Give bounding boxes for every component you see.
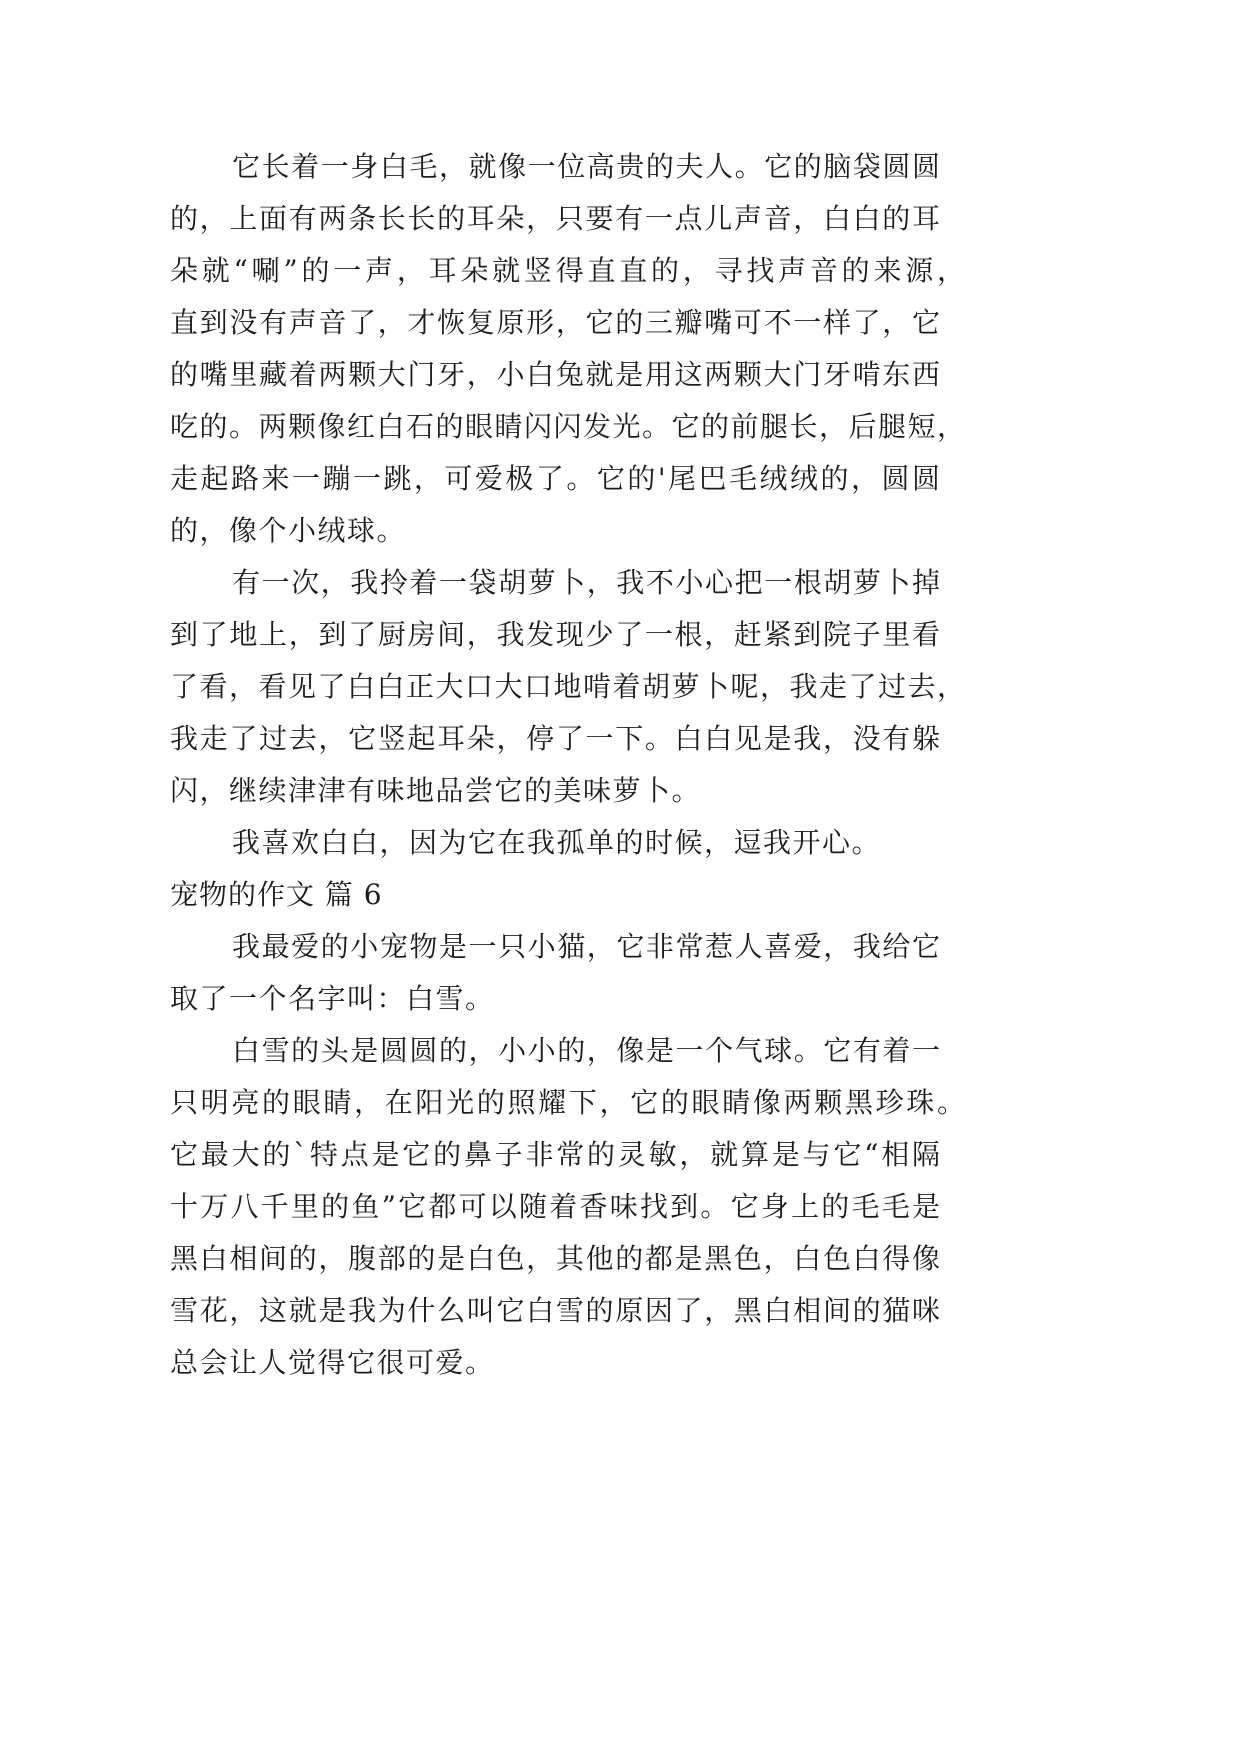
paragraph xyxy=(0,1025,1241,1389)
essay-title: 宠物的作文 篇 6 xyxy=(170,878,383,911)
paragraph-line: 十万八千里的鱼”它都可以随着香味找到。它身上的毛毛是 xyxy=(170,1190,940,1223)
paragraph-line: 吃的。两颗像红白石的眼睛闪闪发光。它的前腿长，后腿短， xyxy=(170,410,965,443)
paragraph-line: 闪，继续津津有味地品尝它的美味萝卜。 xyxy=(170,774,702,807)
paragraph-line: 它最大的`特点是它的鼻子非常的灵敏，就算是与它“相隔 xyxy=(170,1138,940,1171)
paragraph-line: 的，像个小绒球。 xyxy=(170,514,407,547)
paragraph xyxy=(0,817,1241,869)
paragraph-line: 取了一个名字叫：白雪。 xyxy=(170,982,495,1015)
paragraph-line: 雪花，这就是我为什么叫它白雪的原因了，黑白相间的猫咪 xyxy=(170,1294,940,1327)
paragraph-line: 我喜欢白白，因为它在我孤单的时候，逗我开心。 xyxy=(232,826,882,859)
paragraph-line: 朵就“唰”的一声，耳朵就竖得直直的，寻找声音的来源， xyxy=(170,254,965,287)
paragraph-line: 了看，看见了白白正大口大口地啃着胡萝卜呢，我走了过去， xyxy=(170,670,965,703)
paragraph-line: 的嘴里藏着两颗大门牙，小白兔就是用这两颗大门牙啃东西 xyxy=(170,358,940,391)
paragraph-line: 白雪的头是圆圆的，小小的，像是一个气球。它有着一 xyxy=(232,1034,940,1067)
document-body xyxy=(0,141,1241,1389)
paragraph xyxy=(0,557,1241,817)
paragraph-line: 我走了过去，它竖起耳朵，停了一下。白白见是我，没有躲 xyxy=(170,722,940,755)
paragraph-line: 的，上面有两条长长的耳朵，只要有一点儿声音，白白的耳 xyxy=(170,202,940,235)
paragraph-line: 我最爱的小宠物是一只小猫，它非常惹人喜爱，我给它 xyxy=(232,930,940,963)
paragraph-line: 总会让人觉得它很可爱。 xyxy=(170,1346,495,1379)
paragraph-line: 走起路来一蹦一跳，可爱极了。它的'尾巴毛绒绒的，圆圆 xyxy=(170,462,940,495)
paragraph-line: 直到没有声音了，才恢复原形，它的三瓣嘴可不一样了，它 xyxy=(170,306,940,339)
paragraph-line: 黑白相间的，腹部的是白色，其他的都是黑色，白色白得像 xyxy=(170,1242,940,1275)
paragraph-line: 只明亮的眼睛，在阳光的照耀下，它的眼睛像两颗黑珍珠。 xyxy=(170,1086,965,1119)
paragraph-line: 到了地上，到了厨房间，我发现少了一根，赶紧到院子里看 xyxy=(170,618,940,651)
paragraph xyxy=(0,921,1241,1025)
paragraph-line: 它长着一身白毛，就像一位高贵的夫人。它的脑袋圆圆 xyxy=(232,150,940,183)
paragraph-line: 有一次，我拎着一袋胡萝卜，我不小心把一根胡萝卜掉 xyxy=(232,566,940,599)
paragraph xyxy=(0,141,1241,557)
